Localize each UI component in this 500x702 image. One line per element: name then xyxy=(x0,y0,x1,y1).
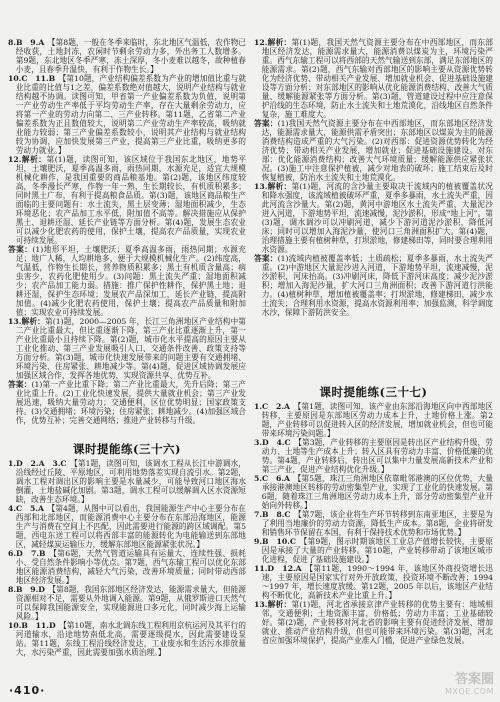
answer-label: 答案： xyxy=(254,119,278,128)
answer-paragraph xyxy=(8,155,246,245)
answer-paragraph xyxy=(8,504,246,549)
answer-label: 1.D 2.A 3.C xyxy=(8,459,67,468)
answer-text: (1)第一产业比重下降；第二产业比重最大，先升后降；第三产业比重上升。(2)工业化快速发展，提供大量就业机会；第三产业发展迅速，吸纳大量劳动力；交通便利，区位优势明显；国家政策支持。(3)交通拥堵；环境污染；住房紧张；耕地减少。(4)加强区域合作，优势互补；完善交通网络；推进产业转移与升级。 xyxy=(15,380,246,425)
answer-paragraph xyxy=(254,38,493,119)
left-lower-answers xyxy=(8,459,246,657)
answer-label: 答案： xyxy=(8,245,33,254)
answer-paragraph xyxy=(254,119,493,182)
answer-text: (1)我国天然气资源主要分布在中西部地区，而东部地区经济发达，能源需求量大，能源供需矛盾突出；东部地区以煤炭为主的能源消费结构造成严重的大气污染。(2)对西部：促进资源优势转化为经济优势；带动相关产业发展，增加就业；促进基础设施建设。对东部：优化能源消费结构；改善大气环境质量；缓解能源供应紧张状况。(3)施工中注意保护植被，减少对地表的破坏；施工结束后及时恢复植被，防治水土流失和土地荒漠化。 xyxy=(261,119,493,182)
answer-label: 8.B 9.D xyxy=(8,585,45,594)
answer-text: 【第9题，图示时期该地区工业总产值增长较快，主要原因是承接了大量的产业转移。第10题，产业转移带动了该地区城市化进程，促进了基础设施建设。】 xyxy=(261,537,493,564)
answer-text: 【第1题，读图可知，该调水工程从长江中游调水，沿线经过丘陵、平原地区，可利用地势落差实现自流引水。第2题，调水工程对调出区的影响主要是水量减少，可能导致河口地区海水倒灌，土地盐碱化加剧。第3题，调水工程可以缓解调入区水资源短缺，改善生态环境。】 xyxy=(15,459,246,504)
answer-text: 第(1)题，读图可知，该区域位于我国东北地区，地势平坦，土壤肥沃，夏季高温多雨，雨热同期，水源充足，适宜大规模机械化耕作，是我国重要的商品粮基地。第(2)题，该地区纬度较高，冬季漫长严寒，作物一年一熟，生长期较长，有机质积累多；同时黑土广布，有利于提高粮食品质。第(3)题，该地区商品粮生产面临的主要问题有：水土流失，黑土层变薄；湿地面积减少，生态环境恶化；农产品加工水平低，附加值不高等。解决措施应从保护黑土、退耕还湿、延长产业链等方面分析。第(4)题，发展生态农业可以减少化肥农药的使用，保护土壤，提高农产品质量，实现农业可持续发展。 xyxy=(15,155,246,245)
answer-label: 10.B 11.D xyxy=(8,621,56,630)
answer-text: 第(1)题，河北省承接京津产业转移的优势主要有：地域相邻，交通便利；土地资源丰富，价格低；劳动力丰富；工业基础较好。第(2)题，产业转移对河北省的影响主要有促进经济发展、增加就业、推动产业结构升级，但也可能带来环境污染。第(3)题，河北省应加强环境保护，提高产业准入门槛，促进产业绿色发展。 xyxy=(261,600,493,645)
answer-paragraph xyxy=(254,402,493,438)
answer-text: 【第4题，从图中可以看出，我国能源生产中心主要分布在西部和北部地区，而能源消费中心主要分布在东部沿海地区，能源生产与消费在空间上不匹配，因此需要进行能源的跨区域调配。第5题，西电东送工程可以将西部丰富的能源转化为电能输送到东部地区，减轻煤炭运输压力，缓解东部地区能源紧张状况。】 xyxy=(15,504,246,549)
answer-label: 5.C 6.A xyxy=(254,474,291,483)
answer-text: 【第10题，南水北调东线工程利用京杭运河及其平行的河道输水，沿途地势南低北高，需要逐级提水，因此需要建设泵站。第11题，东线工程沿线经济发达，工业废水和生活污水排放量大，水污染严重，因此需要加强水质治理。】 xyxy=(15,621,246,657)
answer-label: 13.解析： xyxy=(254,182,292,191)
answer-text: 【第1题，读图可知，该产业由东部沿海地区向中西部地区转移，主要原因是东部地区劳动力成本上升，土地价格上涨。第2题，产业转移可以促进转入区的经济发展，增加就业机会，但也可能带来环境污染问题。】 xyxy=(261,402,493,438)
answer-paragraph xyxy=(8,621,246,657)
answer-label: 1.C 2.A xyxy=(254,402,291,411)
answer-text: 【第3题，产业转移的主要原因是转出区产业结构升级，劳动力、土地等生产成本上升；转入区具有劳动力丰富、价格低廉的优势。第4题，产业转移后，转出区可以集中力量发展高新技术产业和第三产业，促进产业结构优化升级。】 xyxy=(261,438,493,474)
answer-text: (1)流域内植被覆盖率低；土质疏松；夏季多暴雨，水土流失严重。(2)中游地区大量泥沙进入河道，下游地势平坦，流速减慢，泥沙淤积，河床抬高。(3)冲刷河床，降低下游河床高度；减少泥沙淤积；增加入海泥沙量，扩大河口三角洲面积；改善下游河道行洪能力。(4)植树种草，增加植被覆盖率；打坝淤地，修建梯田，减少水土流失；合理利用水资源，提高水资源利用率；加强监测，科学调度水沙，保障下游防洪安全。 xyxy=(261,254,493,317)
answer-label: 12.解析： xyxy=(254,38,292,47)
answer-label: 4.C 5.A xyxy=(8,504,44,513)
answer-paragraph xyxy=(254,254,493,317)
answer-label: 13.解析： xyxy=(8,317,45,326)
answer-paragraph xyxy=(254,182,493,254)
answer-text: 【第10题，产业结构偏差系数为产业的增加值比重与就业比重的比值与1之差，偏差系数绝对值越大，说明产业结构与就业结构越不协调。读图可知，甲省第一产业偏差系数为负值，说明第一产业劳动生产率低于平均劳动生产率，存在大量剩余劳动力，应将第一产业的劳动力向第二、三产业转移。第11题，乙省第二产业偏差系数为正且数值较大，说明第二产业劳动生产率较高，吸纳就业能力较弱；第三产业偏差系数较小，说明其产业结构与就业结构较为协调，应加快发展第三产业，提高第三产业比重，吸纳更多的劳动力就业。】 xyxy=(15,74,246,155)
right-upper-answers xyxy=(254,38,493,382)
answer-label: 答案： xyxy=(254,254,278,263)
answer-label: 7.B 8.C xyxy=(254,510,291,519)
watermark-logo xyxy=(445,672,494,697)
answer-paragraph xyxy=(8,38,246,74)
answer-paragraph xyxy=(254,537,493,564)
answer-text: 第(1)题，我国天然气资源主要分布在中西部地区，而东部地区经济发达，能源需求量大，能源消费以煤炭为主，环境污染严重。西气东输工程可以将西部的天然气输送到东部，满足东部地区的能源需求。第(2)题，西气东输对西部地区的影响主要从资源优势转化为经济优势、带动相关产业发展、增加就业机会、促进基础设施建设等方面分析；对东部地区的影响从优化能源消费结构、改善大气质量、缓解能源紧张等方面分析。第(3)题，管道建设过程中应注意保护沿线的生态环境，防止水土流失和土地荒漠化，沿线地区自然条件复杂，施工难度大。 xyxy=(261,38,493,119)
answer-paragraph xyxy=(254,510,493,537)
answer-paragraph xyxy=(8,549,246,585)
watermark-text: 答案圈 xyxy=(454,672,494,687)
answer-label: 12.解析： xyxy=(8,155,47,164)
left-upper-answers xyxy=(8,38,246,439)
right-lower-answers xyxy=(254,402,493,645)
answer-paragraph xyxy=(254,600,493,645)
answer-label: 10.C 11.B xyxy=(8,74,56,83)
answer-paragraph xyxy=(8,585,246,621)
answer-text: 【第8题，我国东部地区经济发达，能源需求量大，但能源资源相对不足，需要从外地调入能源。第9题，从俄罗斯进口天然气可以保障我国能源安全，实现能源进口多元化，同时减少海上运输风险。】 xyxy=(15,585,246,621)
answer-text: 【第7题，该企业将生产环节转移到东南亚地区，主要是为了利用当地廉价的劳动力资源，降低生产成本。第8题，企业将研发和销售环节保留在本国，有利于保持技术优势和市场优势。】 xyxy=(261,510,493,537)
answer-label: 答案： xyxy=(8,380,32,389)
answer-text: 【第6题，天然气管道运输具有运量大、连续性强、损耗小、受自然条件影响小等优点。第7题，西气东输工程可以优化东部地区能源消费结构，减轻大气污染，改善环境质量；同时带动西部地区经济发展。】 xyxy=(15,549,246,585)
section-heading-lesson-37: 课时提能练(三十七) xyxy=(319,385,428,399)
answer-text: 【第8题，一般在冬季来临时，东北地区气温低，农作物已经收获，土地封冻，农闲时节剩余劳动力多，外出务工人数增多。第9题，东北地区冬季严寒，冻土深厚，冬小麦难以越冬，故种植春小麦，且春季升温快，有利于作物生长。】 xyxy=(15,38,246,74)
answer-paragraph xyxy=(8,245,246,317)
answer-paragraph xyxy=(8,380,246,425)
answer-paragraph xyxy=(254,474,493,510)
section-heading-lesson-36: 课时提能练(三十六) xyxy=(73,442,181,456)
answer-paragraph xyxy=(254,438,493,474)
answer-label: 11.D 12.A xyxy=(254,564,302,573)
answer-label: 9.B 10.C xyxy=(254,537,297,546)
answer-label: 13.解析： xyxy=(254,600,292,609)
answer-text: 【第5题，珠江三角洲地区依靠毗邻港澳的区位优势，大量承接港澳地区转移的劳动密集型产业，实现了工业化的快速发展。第6题，随着珠江三角洲地区劳动力成本上升，部分劳动密集型产业开始向外转移。】 xyxy=(261,474,493,510)
answer-paragraph xyxy=(8,74,246,155)
answer-label: 3.D 4.C xyxy=(254,438,291,447)
watermark-url: MXQE.COM xyxy=(444,687,494,696)
page-number: ·410· xyxy=(9,684,46,697)
answer-paragraph xyxy=(8,317,246,380)
left-column xyxy=(8,38,246,657)
answer-label: 6.D 7.B xyxy=(8,549,46,558)
answer-label: 8.B 9.A xyxy=(8,38,45,47)
answer-paragraph xyxy=(254,564,493,600)
right-column xyxy=(254,38,493,645)
answer-text: 【第11题，1990～1994 年，该地区外商投资增长迅速，主要原因是国家实行对外开放政策，投资环境不断改善；1994～1997 年，增长速度放缓。第12题，2005 年以后，该地区产业结构不断优化，高新技术产业比重上升。】 xyxy=(261,564,493,600)
answer-text: (1)地形平坦，土壤肥沃；夏季高温多雨，雨热同期；水源充足；地广人稀，人均耕地多，便于大规模机械化生产。(2)纬度高，气温低，作物生长期长，营养物质积累多；黑土有机质含量高；病虫害少，农药化肥使用少。(3)问题：黑土流失严重；湿地面积减少；农产品加工能力弱。措施：推广保护性耕作，保护黑土地；退耕还湿，保护生态环境；发展农产品深加工，延长产业链，提高附加值。(4)减少化肥农药使用，保护土壤；提高农产品质量和附加值；实现农业可持续发展。 xyxy=(15,245,246,317)
answer-paragraph xyxy=(8,459,246,504)
answer-text: 第(1)题，河流的含沙量主要取决于流域内的植被覆盖状况和降水强度，该流域植被破坏严重，夏季多暴雨，水土流失严重，因此河流含沙量大。第(2)题，黄河中游地区水土流失严重，大量泥沙进入河道，下游地势平坦，流速减慢，泥沙淤积，形成“地上河”。第(3)题，调水调沙可以冲刷河道，减少下游河道泥沙淤积，降低河床；同时可以增加入海泥沙量，使河口三角洲面积扩大。第(4)题，治理措施主要有植树种草，打坝淤地，修建梯田等，同时要合理利用水资源。 xyxy=(261,182,493,254)
answer-text: 第(1)题，2000—2005 年，长江三角洲地区产业结构中第二产业比重最大，但比重逐渐下降，第三产业比重逐渐上升，第一产业比重最小且持续下降。第(2)题，城市化水平提高的原因主要从工业化推动、第三产业发展吸引人口、交通条件改善、政策支持等方面分析。第(3)题，城市化快速发展带来的问题主要有交通拥堵、环境污染、住房紧张、耕地减少等。第(4)题，促进区域协调发展应加强区域合作，发挥各地优势，实现资源共享、优势互补。 xyxy=(15,317,246,380)
